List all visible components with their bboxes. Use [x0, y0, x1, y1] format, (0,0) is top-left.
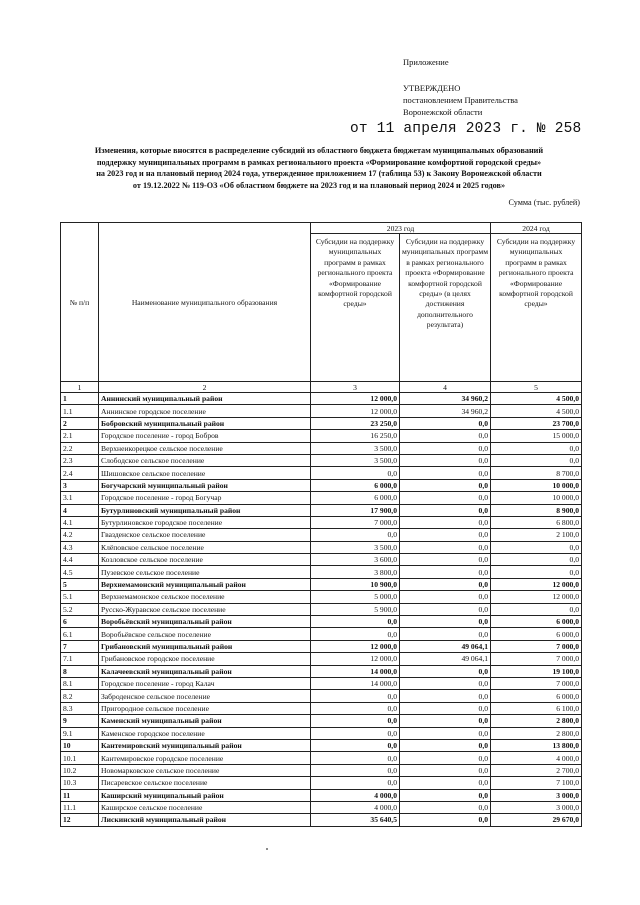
approved-by-line1: постановлением Правительства: [403, 95, 518, 105]
cell-subsidy-2023: 3 500,0: [311, 541, 400, 553]
table-row: [61, 467, 582, 479]
cell-subsidy-2023-extra: 0,0: [400, 801, 491, 813]
cell-name: Верхнемамонский муниципальный район: [99, 578, 311, 590]
cell-name: Шишовское сельское поселение: [99, 467, 311, 479]
cell-subsidy-2023: 6 000,0: [311, 492, 400, 504]
cell-num: 6: [61, 616, 99, 628]
cell-subsidy-2024: 4 500,0: [491, 405, 582, 417]
cell-subsidy-2023-extra: 0,0: [400, 690, 491, 702]
cell-subsidy-2024: 6 000,0: [491, 690, 582, 702]
table-row: [61, 516, 582, 528]
cell-subsidy-2023: 0,0: [311, 702, 400, 714]
table-row: [61, 628, 582, 640]
cell-subsidy-2024: 2 800,0: [491, 727, 582, 739]
cell-subsidy-2023-extra: 0,0: [400, 616, 491, 628]
cell-subsidy-2024: 0,0: [491, 442, 582, 454]
cell-num: 9: [61, 715, 99, 727]
appendix-label: Приложение: [403, 57, 449, 67]
cell-subsidy-2024: 10 000,0: [491, 479, 582, 491]
cell-name: Аннинский муниципальный район: [99, 393, 311, 405]
table-row: [61, 479, 582, 491]
cell-subsidy-2023-extra: 0,0: [400, 702, 491, 714]
cell-name: Кантемировский муниципальный район: [99, 739, 311, 751]
cell-subsidy-2023-extra: 49 064,1: [400, 653, 491, 665]
order-date-number: от 11 апреля 2023 г. № 258: [350, 121, 582, 137]
cell-subsidy-2023: 4 000,0: [311, 789, 400, 801]
header-year-2023: 2023 год: [311, 223, 491, 234]
cell-num: 4.4: [61, 554, 99, 566]
cell-subsidy-2024: 7 100,0: [491, 777, 582, 789]
table-row: [61, 789, 582, 801]
title-line-3: на 2023 год и на плановый период 2024 года, утвержденное приложением 17 (таблица 53) к Закону Воронежской области: [96, 169, 542, 178]
cell-subsidy-2024: 7 000,0: [491, 640, 582, 652]
cell-subsidy-2023-extra: 0,0: [400, 764, 491, 776]
subsidy-table: [60, 222, 582, 827]
cell-subsidy-2023-extra: 0,0: [400, 566, 491, 578]
cell-name: Каменское городское поселение: [99, 727, 311, 739]
cell-num: 4.1: [61, 516, 99, 528]
table-row: [61, 578, 582, 590]
cell-name: Пригородное сельское поселение: [99, 702, 311, 714]
cell-subsidy-2023-extra: 0,0: [400, 529, 491, 541]
table-row: [61, 405, 582, 417]
cell-subsidy-2024: 2 700,0: [491, 764, 582, 776]
cell-name: Богучарский муниципальный район: [99, 479, 311, 491]
cell-num: 4.5: [61, 566, 99, 578]
cell-subsidy-2023-extra: 0,0: [400, 430, 491, 442]
cell-subsidy-2023-extra: 0,0: [400, 516, 491, 528]
header-num: № п/п: [61, 223, 99, 382]
table-row: [61, 814, 582, 826]
table-row: [61, 393, 582, 405]
cell-subsidy-2024: 23 700,0: [491, 417, 582, 429]
cell-num: 6.1: [61, 628, 99, 640]
cell-subsidy-2023-extra: 0,0: [400, 727, 491, 739]
cell-subsidy-2024: 2 800,0: [491, 715, 582, 727]
cell-num: 8.2: [61, 690, 99, 702]
cell-num: 1: [61, 393, 99, 405]
cell-num: 11: [61, 789, 99, 801]
cell-subsidy-2023: 0,0: [311, 690, 400, 702]
cell-subsidy-2023: 3 500,0: [311, 442, 400, 454]
cell-num: 11.1: [61, 801, 99, 813]
cell-name: Воробьёвское сельское поселение: [99, 628, 311, 640]
cell-name: Лискинский муниципальный район: [99, 814, 311, 826]
cell-subsidy-2023: 0,0: [311, 628, 400, 640]
header-name: Наименование муниципального образования: [99, 223, 311, 382]
cell-subsidy-2023-extra: 0,0: [400, 578, 491, 590]
cell-subsidy-2023: 0,0: [311, 529, 400, 541]
cell-name: Верхнемамонское сельское поселение: [99, 591, 311, 603]
cell-subsidy-2023: 4 000,0: [311, 801, 400, 813]
cell-subsidy-2023: 7 000,0: [311, 516, 400, 528]
cell-subsidy-2024: 8 900,0: [491, 504, 582, 516]
cell-subsidy-2024: 6 000,0: [491, 616, 582, 628]
cell-name: Бобровский муниципальный район: [99, 417, 311, 429]
cell-subsidy-2024: 7 000,0: [491, 653, 582, 665]
cell-name: Бутурлиновский муниципальный район: [99, 504, 311, 516]
cell-name: Кантемировское городское поселение: [99, 752, 311, 764]
cell-name: Клёповское сельское поселение: [99, 541, 311, 553]
index-col3: 3: [311, 382, 400, 393]
cell-subsidy-2023: 5 000,0: [311, 591, 400, 603]
cell-name: Писаревское сельское поселение: [99, 777, 311, 789]
cell-num: 2: [61, 417, 99, 429]
table-row: [61, 603, 582, 615]
cell-name: Городское поселение - город Калач: [99, 677, 311, 689]
cell-subsidy-2023: 5 900,0: [311, 603, 400, 615]
cell-subsidy-2024: 6 100,0: [491, 702, 582, 714]
cell-subsidy-2023-extra: 0,0: [400, 777, 491, 789]
cell-name: Грибановский муниципальный район: [99, 640, 311, 652]
cell-subsidy-2024: 15 000,0: [491, 430, 582, 442]
cell-subsidy-2023-extra: 0,0: [400, 591, 491, 603]
cell-subsidy-2024: 6 000,0: [491, 628, 582, 640]
table-row: [61, 739, 582, 751]
cell-name: Бутурлиновское городское поселение: [99, 516, 311, 528]
cell-subsidy-2023: 14 000,0: [311, 665, 400, 677]
cell-name: Гвазденское сельское поселение: [99, 529, 311, 541]
cell-subsidy-2023: 0,0: [311, 616, 400, 628]
index-col2: 2: [99, 382, 311, 393]
cell-num: 5.2: [61, 603, 99, 615]
cell-subsidy-2023: 3 800,0: [311, 566, 400, 578]
cell-subsidy-2024: 19 100,0: [491, 665, 582, 677]
cell-num: 8.3: [61, 702, 99, 714]
cell-subsidy-2023: 0,0: [311, 752, 400, 764]
cell-subsidy-2023: 17 900,0: [311, 504, 400, 516]
cell-name: Пузевское сельское поселение: [99, 566, 311, 578]
table-row: [61, 665, 582, 677]
cell-subsidy-2023-extra: 0,0: [400, 814, 491, 826]
title-line-4: от 19.12.2022 № 119-ОЗ «Об областном бюджете на 2023 год и на плановый период 2024 и 2025 годов»: [132, 180, 506, 190]
cell-subsidy-2023-extra: 0,0: [400, 677, 491, 689]
cell-num: 3: [61, 479, 99, 491]
table-row: [61, 640, 582, 652]
cell-subsidy-2024: 12 000,0: [491, 578, 582, 590]
cell-subsidy-2023: 23 250,0: [311, 417, 400, 429]
cell-num: 2.3: [61, 454, 99, 466]
cell-subsidy-2023-extra: 34 960,2: [400, 393, 491, 405]
cell-subsidy-2023-extra: 49 064,1: [400, 640, 491, 652]
table-row: [61, 541, 582, 553]
cell-subsidy-2024: 0,0: [491, 554, 582, 566]
cell-subsidy-2023: 0,0: [311, 764, 400, 776]
cell-subsidy-2023: 0,0: [311, 739, 400, 751]
title-line-2: поддержку муниципальных программ в рамках регионального проекта «Формирование комфортной городской среды»: [96, 157, 542, 167]
table-row: [61, 504, 582, 516]
cell-subsidy-2024: 3 000,0: [491, 801, 582, 813]
cell-subsidy-2024: 10 000,0: [491, 492, 582, 504]
cell-subsidy-2023: 0,0: [311, 727, 400, 739]
cell-num: 7: [61, 640, 99, 652]
cell-num: 4.3: [61, 541, 99, 553]
cell-num: 10.1: [61, 752, 99, 764]
cell-subsidy-2023-extra: 0,0: [400, 603, 491, 615]
cell-subsidy-2024: 13 800,0: [491, 739, 582, 751]
cell-subsidy-2023-extra: 0,0: [400, 789, 491, 801]
cell-subsidy-2023-extra: 0,0: [400, 715, 491, 727]
table-row: [61, 653, 582, 665]
table-row: [61, 566, 582, 578]
cell-num: 8.1: [61, 677, 99, 689]
table-row: [61, 702, 582, 714]
title-line-1: Изменения, которые вносятся в распределение субсидий из областного бюджета бюджетам муниципальных образований: [94, 146, 544, 155]
cell-name: Каменский муниципальный район: [99, 715, 311, 727]
cell-subsidy-2023-extra: 0,0: [400, 492, 491, 504]
cell-subsidy-2023: 3 500,0: [311, 454, 400, 466]
cell-name: Грибановское городское поселение: [99, 653, 311, 665]
cell-subsidy-2023: 12 000,0: [311, 393, 400, 405]
table-row: [61, 715, 582, 727]
cell-num: 10: [61, 739, 99, 751]
cell-subsidy-2024: 8 700,0: [491, 467, 582, 479]
cell-num: 5: [61, 578, 99, 590]
approved-by-line2: Воронежской области: [403, 107, 483, 117]
cell-subsidy-2023-extra: 34 960,2: [400, 405, 491, 417]
cell-name: Городское поселение - город Богучар: [99, 492, 311, 504]
cell-subsidy-2024: 0,0: [491, 541, 582, 553]
cell-subsidy-2023: 0,0: [311, 777, 400, 789]
cell-subsidy-2024: 4 000,0: [491, 752, 582, 764]
cell-num: 9.1: [61, 727, 99, 739]
cell-subsidy-2023-extra: 0,0: [400, 628, 491, 640]
table-row: [61, 727, 582, 739]
table-row: [61, 492, 582, 504]
cell-num: 1.1: [61, 405, 99, 417]
table-row: [61, 554, 582, 566]
cell-subsidy-2024: 2 100,0: [491, 529, 582, 541]
cell-subsidy-2023: 14 000,0: [311, 677, 400, 689]
cell-num: 2.1: [61, 430, 99, 442]
cell-num: 10.3: [61, 777, 99, 789]
cell-num: 12: [61, 814, 99, 826]
cell-subsidy-2023-extra: 0,0: [400, 752, 491, 764]
cell-name: Новомарковское сельское поселение: [99, 764, 311, 776]
cell-subsidy-2023: 12 000,0: [311, 640, 400, 652]
cell-subsidy-2024: 3 000,0: [491, 789, 582, 801]
cell-subsidy-2024: 0,0: [491, 454, 582, 466]
cell-subsidy-2023-extra: 0,0: [400, 442, 491, 454]
cell-name: Заброденское сельское поселение: [99, 690, 311, 702]
cell-subsidy-2023: 16 250,0: [311, 430, 400, 442]
cell-name: Верхнеикорецкое сельское поселение: [99, 442, 311, 454]
approval-block: [403, 56, 518, 118]
table-body: [61, 393, 582, 827]
cell-subsidy-2023-extra: 0,0: [400, 739, 491, 751]
table-row: [61, 752, 582, 764]
approved-label: УТВЕРЖДЕНО: [403, 83, 461, 93]
table-row: [61, 677, 582, 689]
cell-subsidy-2023-extra: 0,0: [400, 504, 491, 516]
table-row: [61, 430, 582, 442]
cell-num: 4.2: [61, 529, 99, 541]
cell-subsidy-2023-extra: 0,0: [400, 541, 491, 553]
cell-subsidy-2023-extra: 0,0: [400, 467, 491, 479]
cell-num: 10.2: [61, 764, 99, 776]
table-row: [61, 690, 582, 702]
table-row: [61, 777, 582, 789]
table-row: [61, 529, 582, 541]
table-row: [61, 801, 582, 813]
cell-subsidy-2024: 4 500,0: [491, 393, 582, 405]
cell-name: Воробьёвский муниципальный район: [99, 616, 311, 628]
cell-subsidy-2023: 0,0: [311, 715, 400, 727]
cell-subsidy-2024: 7 000,0: [491, 677, 582, 689]
index-col1: 1: [61, 382, 99, 393]
cell-num: 5.1: [61, 591, 99, 603]
header-col3: Субсидии на поддержку муниципальных программ в рамках регионального проекта «Формирование комфортной городской среды»: [311, 234, 400, 382]
cell-num: 2.2: [61, 442, 99, 454]
index-col4: 4: [400, 382, 491, 393]
cell-num: 3.1: [61, 492, 99, 504]
cell-subsidy-2023: 35 640,5: [311, 814, 400, 826]
cell-num: 7.1: [61, 653, 99, 665]
cell-name: Русско-Журавское сельское поселение: [99, 603, 311, 615]
cell-name: Аннинское городское поселение: [99, 405, 311, 417]
table-row: [61, 454, 582, 466]
cell-subsidy-2023: 0,0: [311, 467, 400, 479]
cell-subsidy-2023-extra: 0,0: [400, 454, 491, 466]
cell-name: Каширское сельское поселение: [99, 801, 311, 813]
cell-subsidy-2024: 29 670,0: [491, 814, 582, 826]
cell-name: Слободское сельское поселение: [99, 454, 311, 466]
cell-subsidy-2024: 0,0: [491, 566, 582, 578]
scan-dot: [266, 848, 268, 850]
cell-name: Калачеевский муниципальный район: [99, 665, 311, 677]
cell-subsidy-2023: 3 600,0: [311, 554, 400, 566]
index-col5: 5: [491, 382, 582, 393]
cell-name: Каширский муниципальный район: [99, 789, 311, 801]
table-row: [61, 616, 582, 628]
sum-unit-note: Сумма (тыс. рублей): [508, 198, 580, 207]
table-row: [61, 417, 582, 429]
document-title: [58, 145, 580, 191]
cell-subsidy-2023-extra: 0,0: [400, 417, 491, 429]
header-col5: Субсидии на поддержку муниципальных программ в рамках регионального проекта «Формирование комфортной городской среды»: [491, 234, 582, 382]
cell-subsidy-2024: 6 800,0: [491, 516, 582, 528]
cell-subsidy-2023-extra: 0,0: [400, 554, 491, 566]
table-row: [61, 442, 582, 454]
table-row: [61, 591, 582, 603]
cell-name: Городское поселение - город Бобров: [99, 430, 311, 442]
cell-subsidy-2024: 12 000,0: [491, 591, 582, 603]
cell-subsidy-2023: 12 000,0: [311, 653, 400, 665]
table-row: [61, 764, 582, 776]
cell-subsidy-2023-extra: 0,0: [400, 479, 491, 491]
cell-subsidy-2023-extra: 0,0: [400, 665, 491, 677]
cell-num: 2.4: [61, 467, 99, 479]
header-col4: Субсидии на поддержку муниципальных программ в рамках регионального проекта «Формирование комфортной городской среды» (в целях достижения дополнительного результата): [400, 234, 491, 382]
cell-name: Козловское сельское поселение: [99, 554, 311, 566]
cell-subsidy-2023: 6 000,0: [311, 479, 400, 491]
cell-num: 8: [61, 665, 99, 677]
header-year-2024: 2024 год: [491, 223, 582, 234]
cell-subsidy-2023: 12 000,0: [311, 405, 400, 417]
cell-subsidy-2023: 10 900,0: [311, 578, 400, 590]
cell-num: 4: [61, 504, 99, 516]
cell-subsidy-2024: 0,0: [491, 603, 582, 615]
